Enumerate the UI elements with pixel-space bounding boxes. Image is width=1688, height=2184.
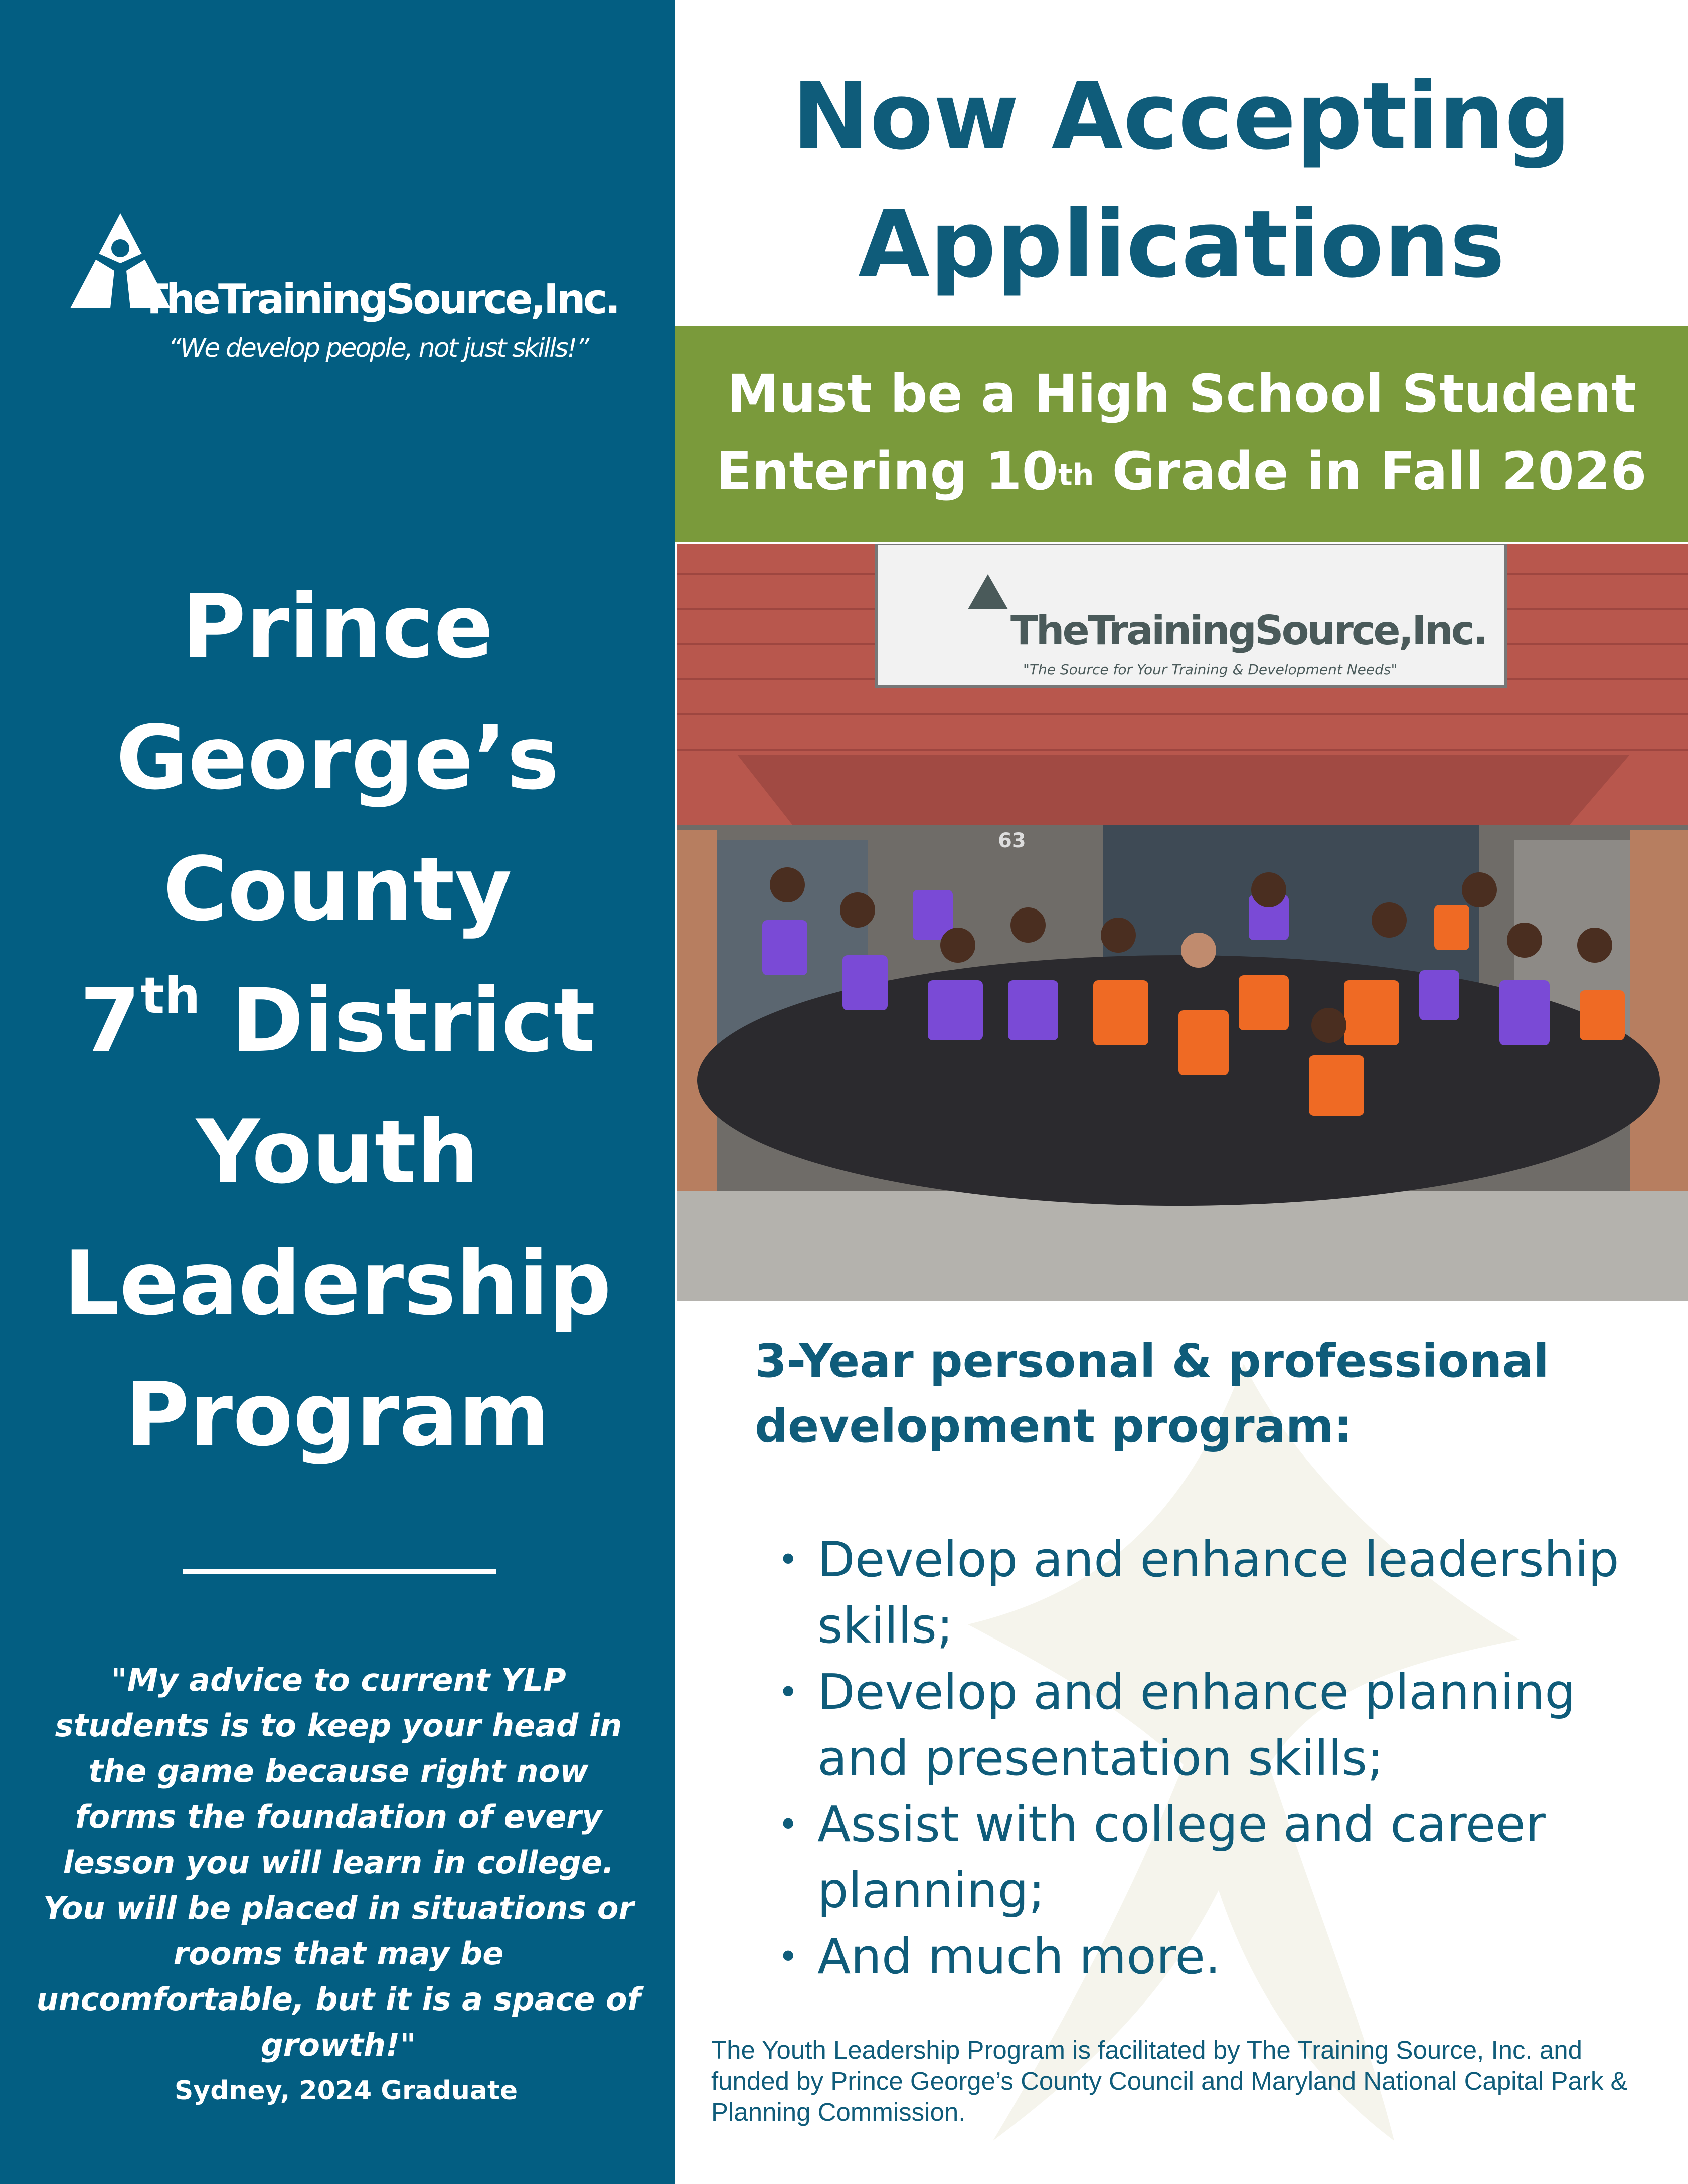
funding-footnote: The Youth Leadership Program is facilitated by The Training Source, Inc. and funded by Prince George’s County Council and Maryland National Capital Park & Planning Commission. <box>711 2036 1628 2126</box>
company-logo <box>70 213 618 374</box>
logo-tagline: “We develop people, not just skills!” <box>168 333 588 363</box>
bullet-icon: • <box>778 1936 799 1977</box>
headline <box>675 53 1688 308</box>
eligibility-banner <box>675 326 1688 542</box>
headline-line: Applications <box>858 190 1505 298</box>
bullet-icon: • <box>778 1672 799 1713</box>
program-title-line: George’s <box>116 707 559 809</box>
divider-line <box>183 1569 496 1574</box>
district-number: 7 <box>79 970 141 1072</box>
bullet-icon: • <box>778 1539 799 1580</box>
program-title-line: Leadership <box>63 1233 612 1335</box>
eligibility-grade: Entering 10 <box>716 441 1059 502</box>
list-item <box>775 1924 1627 1990</box>
photo-sign-tagline: "The Source for Your Training & Development Needs" <box>1023 661 1398 678</box>
program-title-line: County <box>163 839 512 941</box>
list-item-text: Assist with college and career planning; <box>817 1796 1546 1919</box>
logo-company-name: TheTrainingSource,Inc. <box>140 276 618 323</box>
eligibility-line: Must be a High School Student <box>727 363 1636 424</box>
eligibility-term: Grade in Fall 2026 <box>1094 441 1647 502</box>
group-photo <box>677 544 1688 1301</box>
list-item-text: And much more. <box>817 1928 1221 1985</box>
program-title <box>0 562 675 1481</box>
bullet-icon: • <box>778 1804 799 1845</box>
eligibility-line <box>675 433 1688 510</box>
photo-door-number: 63 <box>998 829 1026 852</box>
program-title-line: Youth <box>196 1102 479 1203</box>
headline-line: Now Accepting <box>792 62 1571 170</box>
program-subheading: 3-Year personal & professional development program: <box>755 1334 1549 1453</box>
eligibility-ordinal: th <box>1058 458 1094 493</box>
list-item <box>775 1659 1627 1791</box>
photo-sign-name: TheTrainingSource,Inc. <box>1010 607 1486 654</box>
testimonial-quote: "My advice to current YLP students is to keep your head in the game because right now forms the foundation of every lesson you will learn in college. You will be placed in situations or rooms that may be uncomfortable, but it is a space of growth!" <box>36 1662 641 2063</box>
list-item <box>775 1527 1627 1659</box>
district-ordinal: th <box>140 966 201 1025</box>
list-item-text: Develop and enhance leadership skills; <box>817 1531 1619 1654</box>
left-panel <box>0 0 675 2184</box>
list-item-text: Develop and enhance planning and presentation skills; <box>817 1664 1576 1786</box>
district-word: District <box>200 970 596 1072</box>
quote-attribution: Sydney, 2024 Graduate <box>174 2076 518 2106</box>
program-title-line: Prince <box>182 576 493 678</box>
list-item <box>775 1791 1627 1924</box>
benefits-list <box>775 1527 1627 1990</box>
program-title-line <box>0 956 675 1087</box>
program-title-line: Program <box>125 1364 550 1466</box>
